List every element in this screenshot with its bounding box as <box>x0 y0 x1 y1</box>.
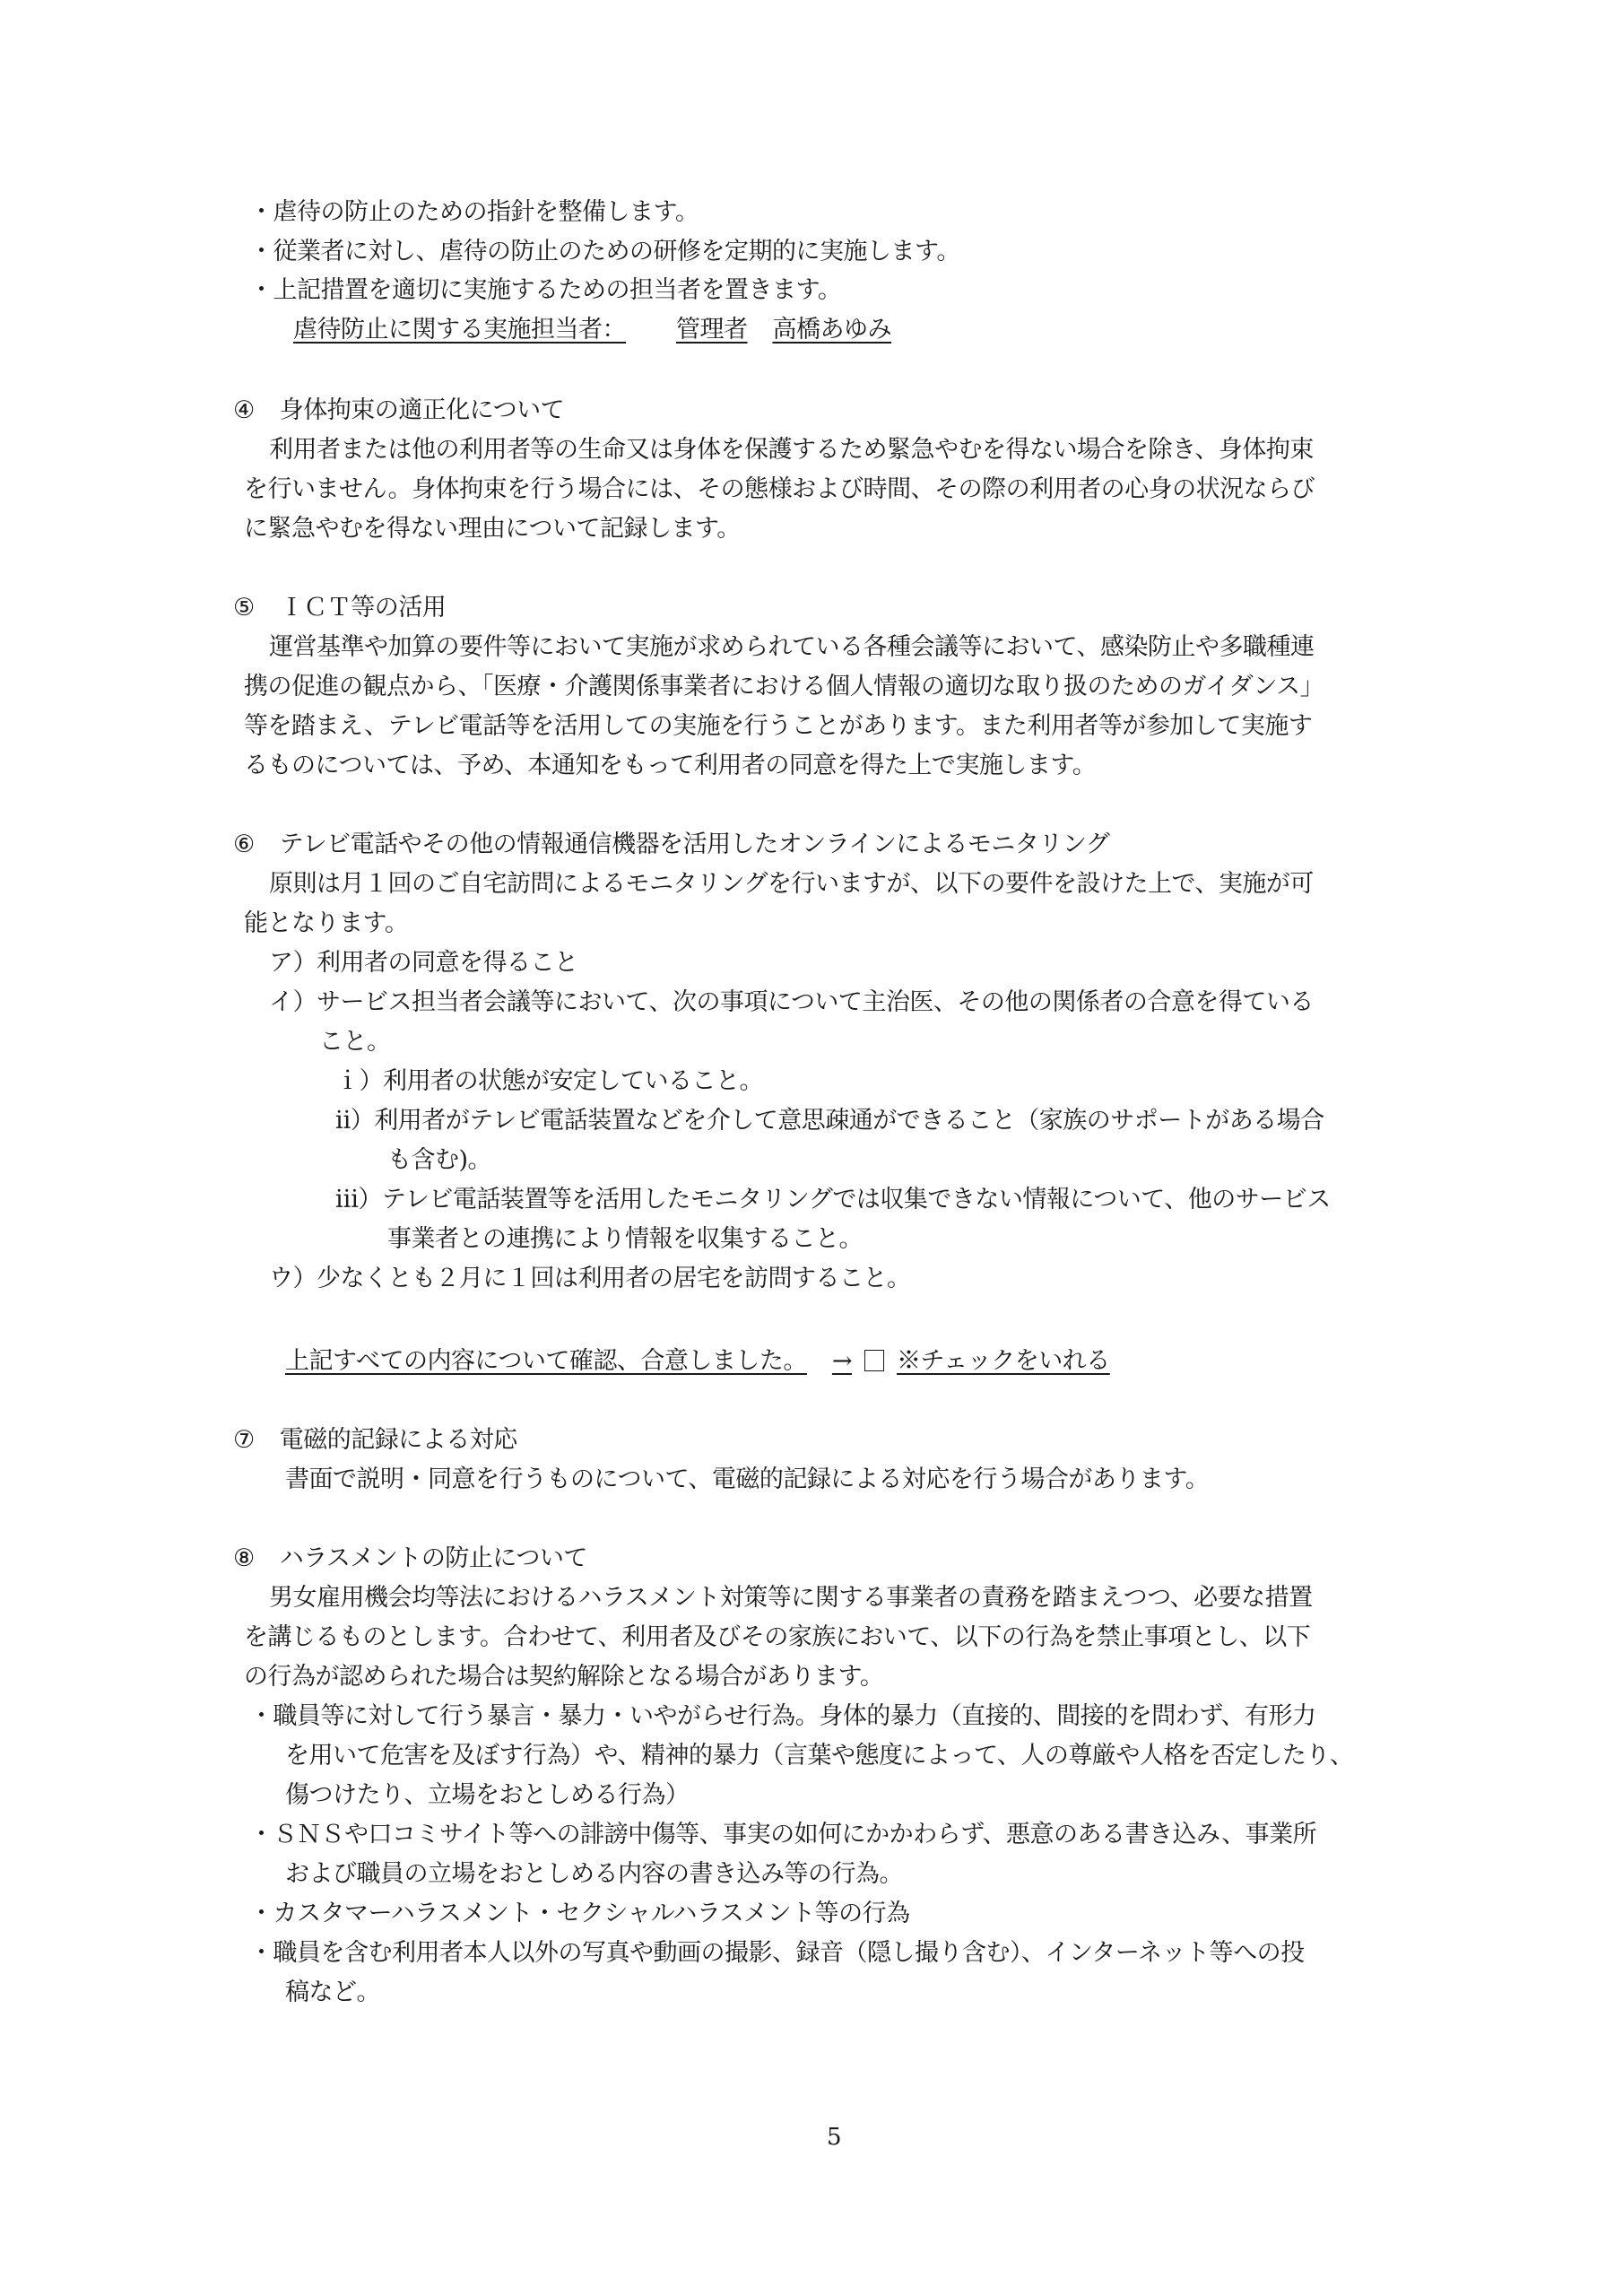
section-5-body: るものについては、予め、本通知をもって利用者の同意を得た上で実施します。 <box>244 752 1097 779</box>
arrow-icon: → <box>831 1347 853 1375</box>
section-4-body: 利用者または他の利用者等の生命又は身体を保護するため緊急やむを得ない場合を除き、身体拘束 <box>269 436 1314 464</box>
section-5-body: 等を踏まえ、テレビ電話等を活用しての実施を行うことがあります。また利用者等が参加して実施す <box>244 712 1313 740</box>
sub-requirement-2: ⅱ）利用者がテレビ電話装置などを介して意思疎通ができること（家族のサポートがある場合 <box>335 1107 1324 1135</box>
section-title: ハラスメントの防止について <box>279 1544 587 1572</box>
section-6-body: 原則は月１回のご自宅訪問によるモニタリングを行いますが、以下の要件を設けた上で、実施が可 <box>269 870 1314 898</box>
section-title: テレビ電話やその他の情報通信機器を活用したオンラインによるモニタリング <box>279 831 1110 858</box>
section-8-body: を講じるものとします。合わせて、利用者及びその家族において、以下の行為を禁止事項とし、以下 <box>244 1623 1311 1651</box>
intro-bullet: ・虐待の防止のための指針を整備します。 <box>249 198 699 226</box>
abuse-officer-name: 高橋あゆみ <box>772 316 891 344</box>
section-number: ⑤ <box>233 594 255 622</box>
section-5-body: 携の促進の観点から、「医療・介護関係事業者における個人情報の適切な取り扱のためのガイダンス」 <box>244 673 1324 700</box>
intro-bullet: ・従業者に対し、虐待の防止のための研修を定期的に実施します。 <box>249 238 960 265</box>
section-number: ⑥ <box>233 831 255 858</box>
section-title: 電磁的記録による対応 <box>279 1426 517 1454</box>
page-number: 5 <box>827 2124 842 2151</box>
section-6-heading <box>233 829 1109 861</box>
sub-requirement-1: ｉ）利用者の状態が安定していること。 <box>335 1067 763 1095</box>
abuse-officer-line <box>293 314 891 346</box>
section-6-body: 能となります。 <box>244 909 409 937</box>
prohibited-act: ・カスタマーハラスメント・セクシャルハラスメント等の行為 <box>249 1900 910 1927</box>
prohibited-act-cont: を用いて危害を及ぼす行為）や、精神的暴力（言葉や態度によって、人の尊厳や人格を否定したり、 <box>285 1742 1354 1770</box>
prohibited-act: ・職員を含む利用者本人以外の写真や動画の撮影、録音（隠し撮り含む）、インターネット等への投 <box>249 1939 1305 1967</box>
sub-requirement-3-cont: 事業者との連携により情報を収集すること。 <box>387 1225 863 1253</box>
section-number: ⑧ <box>233 1544 255 1572</box>
abuse-officer-label: 虐待防止に関する実施担当者： <box>293 316 626 344</box>
requirement-i: イ）サービス担当者会議等において、次の事項について主治医、その他の関係者の合意を得ている <box>269 988 1314 1016</box>
requirement-u: ウ）少なくとも２月に１回は利用者の居宅を訪問すること。 <box>269 1265 911 1292</box>
section-7-body: 書面で説明・同意を行うものについて、電磁的記録による対応を行う場合があります。 <box>285 1465 1210 1493</box>
confirmation-line <box>285 1345 1110 1378</box>
section-8-body: 男女雇用機会均等法におけるハラスメント対策等に関する事業者の責務を踏まえつつ、必要な措置 <box>269 1584 1313 1612</box>
requirement-i-cont: こと。 <box>319 1028 391 1056</box>
section-title: 身体拘束の適正化について <box>279 396 565 424</box>
confirmation-note: ※チェックをいれる <box>897 1347 1110 1375</box>
section-4-heading <box>233 395 564 427</box>
section-number: ⑦ <box>233 1426 255 1454</box>
section-title: ＩＣＴ等の活用 <box>279 594 447 622</box>
section-5-body: 運営基準や加算の要件等において実施が求められている各種会議等において、感染防止や多職種連 <box>269 633 1315 661</box>
prohibited-act: ・ＳＮＳや口コミサイト等への誹謗中傷等、事実の如何にかかわらず、悪意のある書き込み、事業所 <box>249 1821 1317 1848</box>
prohibited-act-cont: 傷つけたり、立場をおとしめる行為） <box>285 1781 690 1809</box>
intro-bullet: ・上記措置を適切に実施するための担当者を置きます。 <box>249 276 842 304</box>
section-number: ④ <box>233 396 255 424</box>
sub-requirement-3: ⅲ）テレビ電話装置等を活用したモニタリングでは収集できない情報について、他のサービス <box>335 1186 1331 1213</box>
section-7-heading <box>233 1424 517 1457</box>
requirement-a: ア）利用者の同意を得ること <box>269 949 578 977</box>
prohibited-act: ・職員等に対して行う暴言・暴力・いやがらせ行為。身体的暴力（直接的、間接的を問わず、有形力 <box>249 1702 1316 1730</box>
sub-requirement-2-cont: も含む)。 <box>387 1146 492 1174</box>
prohibited-act-cont: および職員の立場をおとしめる内容の書き込み等の行為。 <box>285 1860 903 1888</box>
section-4-body: に緊急やむを得ない理由について記録します。 <box>244 515 741 543</box>
section-8-heading <box>233 1543 587 1575</box>
prohibited-act-cont: 稿など。 <box>285 1979 380 2006</box>
confirmation-text: 上記すべての内容について確認、合意しました。 <box>285 1347 807 1375</box>
section-8-body: の行為が認められた場合は契約解除となる場合があります。 <box>244 1663 884 1691</box>
abuse-officer-role: 管理者 <box>676 316 748 344</box>
confirmation-checkbox[interactable] <box>864 1350 884 1371</box>
section-5-heading <box>233 592 446 624</box>
section-4-body: を行いません。身体拘束を行う場合には、その態様および時間、その際の利用者の心身の状況ならび <box>244 475 1315 503</box>
